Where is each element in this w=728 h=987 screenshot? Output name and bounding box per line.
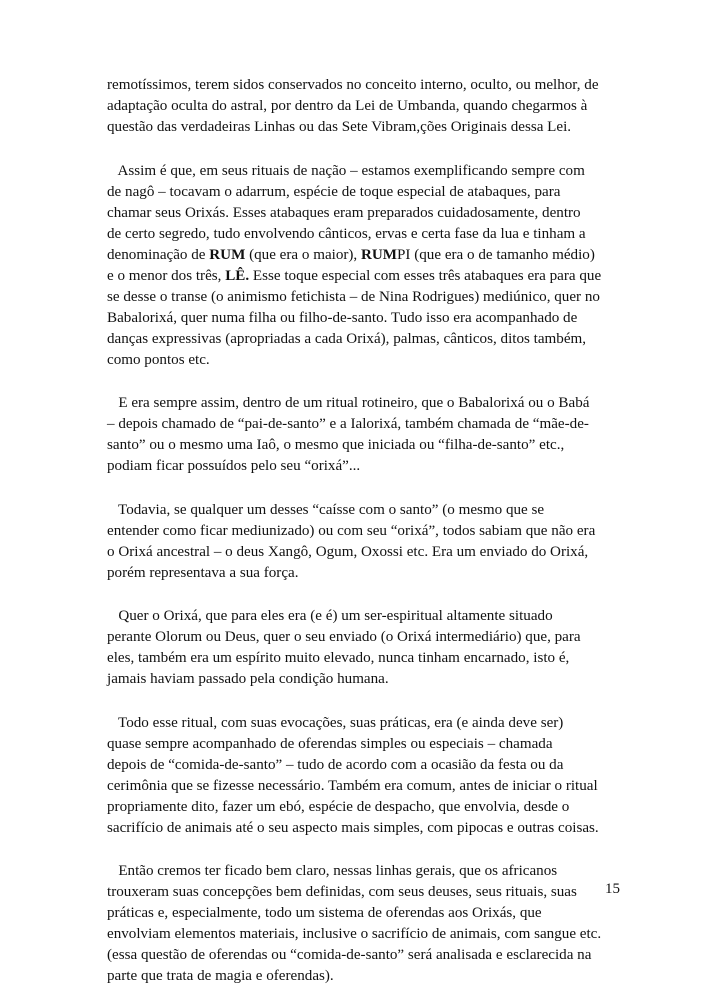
paragraph	[107, 75, 623, 138]
text-line: Quer o Orixá, que para eles era (e é) um ser-espiritual altamente situado	[107, 608, 553, 624]
text-line: depois de “comida-de-santo” – tudo de acordo com a ocasião da festa ou da	[107, 756, 564, 773]
text-line: denominação de RUM (que era o maior), RUMPI (que era o de tamanho médio)	[107, 246, 595, 263]
paragraph	[107, 861, 623, 987]
text-line: santo” ou o mesmo uma Iaô, o mesmo que iniciada ou “filha-de-santo” etc.,	[107, 437, 565, 453]
paragraph-gap	[107, 584, 623, 607]
text-line: Babalorixá, quer numa filha ou filho-de-santo. Tudo isso era acompanhado de	[107, 309, 578, 326]
text-line: perante Olorum ou Deus, quer o seu enviado (o Orixá intermediário) que, para	[107, 629, 581, 645]
text-line: questão das verdadeiras Linhas ou das Sete Vibram,ções Originais dessa Lei.	[107, 119, 572, 135]
paragraph-gap	[107, 371, 623, 394]
text-line: podiam ficar possuídos pelo seu “orixá”...	[107, 458, 361, 474]
text-line: danças expressivas (apropriadas a cada Orixá), palmas, cânticos, ditos também,	[107, 330, 587, 347]
text-line: eles, também era um espírito muito elevado, nunca tinham encarnado, isto é,	[107, 650, 570, 666]
text-line: propriamente dito, fazer um ebó, espécie de despacho, que envolvia, desde o	[107, 798, 570, 815]
text-line: parte que trata de magia e oferendas).	[107, 968, 334, 984]
text-line: se desse o transe (o animismo fetichista – de Nina Rodrigues) mediúnico, quer no	[107, 288, 600, 305]
text-line: e o menor dos três, LÊ. Esse toque especial com esses três atabaques era para que	[107, 267, 602, 284]
text-line: práticas e, especialmente, todo um sistema de oferendas aos Orixás, que	[107, 905, 542, 921]
text-line: como pontos etc.	[107, 351, 210, 368]
body-text	[107, 75, 623, 987]
text-line: – depois chamado de “pai-de-santo” e a Ialorixá, também chamada de “mãe-de-	[107, 416, 589, 432]
text-line: cerimônia que se fizesse necessário. Também era comum, antes de iniciar o ritual	[107, 777, 598, 794]
paragraph	[107, 713, 623, 839]
paragraph	[107, 161, 623, 371]
text-line: sacrifício de animais até o seu aspecto mais simples, com pipocas e outras coisas.	[107, 819, 599, 836]
paragraph-gap	[107, 839, 623, 862]
text-line: envolviam elementos materiais, inclusive o sacrifício de animais, com sangue etc.	[107, 926, 602, 942]
text-line: Todavia, se qualquer um desses “caísse com o santo” (o mesmo que se	[107, 501, 545, 518]
text-line: Assim é que, em seus rituais de nação – estamos exemplificando sempre com	[107, 162, 585, 179]
text-line: Então cremos ter ficado bem claro, nessas linhas gerais, que os africanos	[107, 863, 558, 879]
text-line: quase sempre acompanhado de oferendas simples ou especiais – chamada	[107, 735, 553, 752]
page-number: 15	[605, 881, 620, 897]
paragraph-gap	[107, 690, 623, 713]
text-line: adaptação oculta do astral, por dentro da Lei de Umbanda, quando chegarmos à	[107, 98, 588, 114]
text-line: E era sempre assim, dentro de um ritual rotineiro, que o Babalorixá ou o Babá	[107, 395, 590, 411]
paragraph	[107, 500, 623, 584]
paragraph	[107, 606, 623, 690]
paragraph-gap	[107, 138, 623, 161]
text-line: chamar seus Orixás. Esses atabaques eram preparados cuidadosamente, dentro	[107, 204, 581, 221]
text-line: porém representava a sua força.	[107, 564, 299, 581]
paragraph	[107, 393, 623, 477]
paragraph-gap	[107, 477, 623, 500]
text-line: (essa questão de oferendas ou “comida-de-santo” será analisada e esclarecida na	[107, 947, 592, 963]
text-line: jamais haviam passado pela condição humana.	[107, 671, 389, 687]
text-line: Todo esse ritual, com suas evocações, suas práticas, era (e ainda deve ser)	[107, 714, 564, 731]
text-line: remotíssimos, terem sidos conservados no conceito interno, oculto, ou melhor, de	[107, 77, 599, 93]
text-line: de nagô – tocavam o adarrum, espécie de toque especial de atabaques, para	[107, 183, 561, 200]
text-line: de certo segredo, tudo envolvendo cânticos, ervas e certa fase da lua e tinham a	[107, 225, 586, 242]
text-line: o Orixá ancestral – o deus Xangô, Ogum, Oxossi etc. Era um enviado do Orixá,	[107, 543, 589, 560]
text-line: trouxeram suas concepções bem definidas, com seus deuses, seus rituais, suas	[107, 884, 577, 900]
text-line: entender como ficar mediunizado) ou com seu “orixá”, todos sabiam que não era	[107, 522, 596, 539]
